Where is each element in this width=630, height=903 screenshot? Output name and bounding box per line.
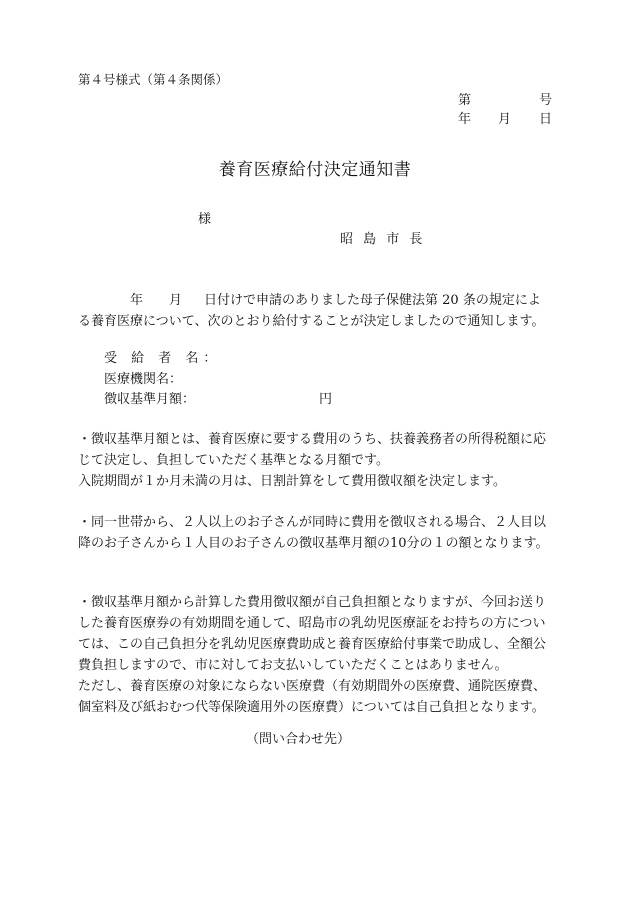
issue-date-year-label: 年 [458,112,472,127]
note-monthly-base [78,429,554,492]
intro-line-1-text: 日付けで申請のありました母子保健法第 20 条の規定によ [204,293,541,308]
document-number-prefix: 第 [458,93,472,108]
addressee-honorific: 様 [198,212,212,227]
medical-institution-label: 医療機関名： [104,372,183,387]
note-self-pay [78,592,554,718]
form-number-label: 第４号様式（第４条関係） [78,72,229,87]
note-multiple-children: ・同一世帯から、２人以上のお子さんが同時に費用を徴収される場合、２人目以降のお子さんから１人目のお子さんの徴収基準月額の10分の１の額となります。 [78,515,549,551]
issuer-name: 昭 島 市 長 [340,232,426,247]
intro-month-label: 月 [169,293,183,308]
document-number-suffix: 号 [539,93,553,108]
note-public-funding: ・徴収基準月額から計算した費用徴収額が自己負担額となりますが、今回お送りした養育医療券の有効期間を通して、昭島市の乳幼児医療証をお持ちの方については、この自己負担分を乳幼児医療費助成と養育医療給付事業で助成し、全額公費負担しますので、市に対してお支払いしていただくことはありません。 [78,595,547,673]
issue-date-month-label: 月 [498,112,512,127]
intro-line-2: る養育医療について、次のとおり給付することが決定しましたので通知します。 [78,314,545,329]
contact-heading: （問い合わせ先） [246,732,351,747]
note-excluded-costs: ただし、養育医療の対象にならない医療費（有効期間外の医療費、通院医療費、個室料及び紙おむつ代等保険適用外の医療費）については自己負担となります。 [78,679,547,715]
intro-year-label: 年 [130,293,144,308]
monthly-base-amount-label: 徴収基準月額： [104,392,196,407]
yen-unit: 円 [319,392,333,407]
intro-line-1 [78,290,554,311]
note-daily-proration: 入院期間が１か月未満の月は、日割計算をして費用徴収額を決定します。 [78,474,506,489]
issue-date-day-label: 日 [539,112,553,127]
document-title: 養育医療給付決定通知書 [218,160,412,180]
recipient-name-label: 受 給 者 名： [104,351,222,366]
note-monthly-base-definition: ・徴収基準月額とは、養育医療に要する費用のうち、扶養義務者の所得税額に応じて決定し、負担していただく基準となる月額です。 [78,432,547,468]
intro-paragraph [78,290,554,332]
